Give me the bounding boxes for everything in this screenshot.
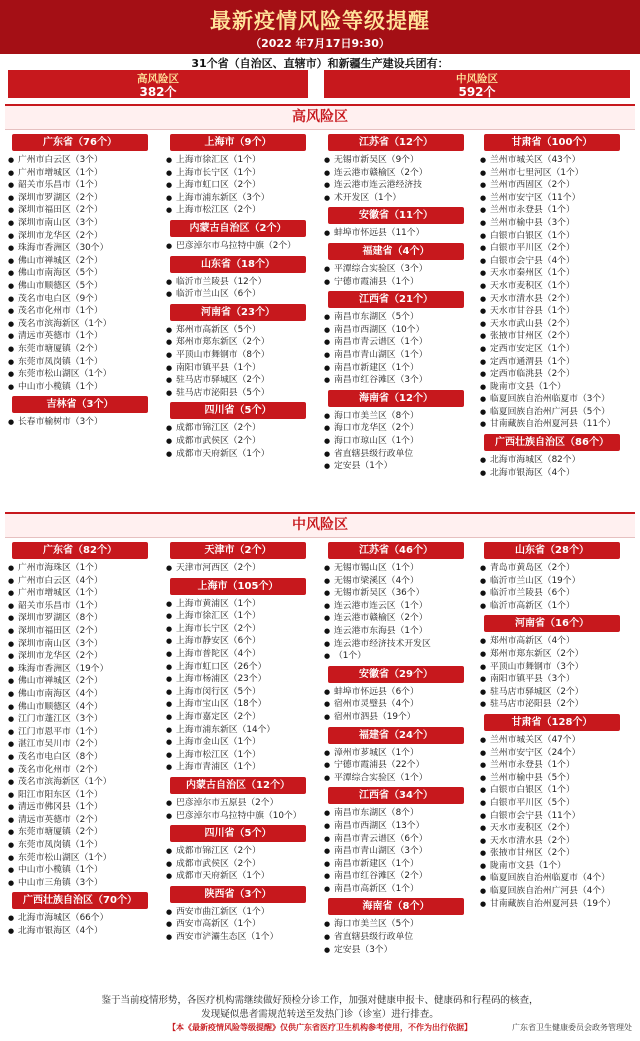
notice-line-2: 发现疑似患者需规范转送至发热门诊（诊室）进行排查。 (201, 1009, 439, 1020)
district-item: ● 茂名市电白区（9个） (6, 293, 154, 306)
district-item: ● 无锡市新吴区（36个） (322, 587, 470, 600)
district-item: ● 上海市宝山区（18个） (164, 698, 312, 711)
district-item: ● （1个） (322, 650, 470, 663)
high-risk-summary-count: 382个 (139, 85, 177, 99)
district-item: ● 省直辖县级行政单位 (322, 448, 470, 461)
district-item: ● 上海市杨浦区（23个） (164, 673, 312, 686)
province-header: 内蒙古自治区（12个） (170, 777, 306, 794)
district-item: ● 定安县（3个） (322, 944, 470, 957)
district-item: ● 深圳市福田区（2个） (6, 204, 154, 217)
district-item: ● 清远市佛冈县（1个） (6, 801, 154, 814)
district-item: ● 无锡市新吴区（9个） (322, 154, 470, 167)
district-item: ● 巴彦淖尔市乌拉特中旗（10个） (164, 810, 312, 823)
district-item: ● 成都市武侯区（2个） (164, 858, 312, 871)
province-header: 甘肃省（100个） (484, 134, 620, 151)
district-item: ● 平潭综合实验区（3个） (322, 263, 470, 276)
district-item: ● 上海市嘉定区（2个） (164, 711, 312, 724)
district-item: ● 上海市长宁区（1个） (164, 167, 312, 180)
district-item: ● 深圳市龙华区（2个） (6, 230, 154, 243)
mid-risk-summary (324, 70, 630, 98)
notice-line-1: 鉴于当前疫情形势，各医疗机构需继续做好预检分诊工作，加强对健康申报卡、健康码和行程码的核查， (101, 995, 539, 1006)
district-item: ● 南昌市青山湖区（3个） (322, 845, 470, 858)
province-header: 福建省（24个） (328, 727, 464, 744)
province-column (322, 539, 470, 956)
district-item: ● 佛山市禅城区（2个） (6, 255, 154, 268)
province-header: 内蒙古自治区（2个） (170, 220, 306, 237)
district-item: ● 成都市锦江区（2个） (164, 845, 312, 858)
update-time: （2022 年7月17日9:30） (250, 37, 390, 50)
district-item: ● 深圳市南山区（3个） (6, 638, 154, 651)
district-item: ● 宁德市霞浦县（1个） (322, 276, 470, 289)
district-item: ● 宁德市霞浦县（22个） (322, 759, 470, 772)
district-item: ● 连云港市东海县（1个） (322, 625, 470, 638)
district-item: ● 青岛市黄岛区（2个） (478, 562, 626, 575)
district-item: ● 中山市三角镇（3个） (6, 877, 154, 890)
district-item: ● 天水市武山县（2个） (478, 318, 626, 331)
intro-text: 31个省（自治区、直辖市）和新疆生产建设兵团有： (191, 57, 449, 70)
district-item: ● 天水市麦积区（2个） (478, 822, 626, 835)
district-item: ● 天水市清水县（2个） (478, 835, 626, 848)
district-item: ● 长春市榆树市（3个） (6, 416, 154, 429)
district-item: ● 陇南市文县（1个） (478, 381, 626, 394)
district-item: ● 东莞市凤岗镇（1个） (6, 356, 154, 369)
district-item: ● 佛山市南海区（5个） (6, 267, 154, 280)
district-item: ● 连云港市赣榆区（2个） (322, 167, 470, 180)
district-item: ● 蚌埠市怀远县（11个） (322, 227, 470, 240)
district-item: ● 南阳市镇平县（1个） (164, 362, 312, 375)
district-item: ● 上海市徐汇区（1个） (164, 610, 312, 623)
province-column (478, 131, 626, 479)
district-item: ● 上海市静安区（6个） (164, 635, 312, 648)
district-item: ● 南昌市青云谱区（1个） (322, 336, 470, 349)
district-item: ● 临沂市兰陵县（12个） (164, 276, 312, 289)
district-item: ● 珠海市香洲区（19个） (6, 663, 154, 676)
district-item: ● 甘南藏族自治州夏河县（19个） (478, 898, 626, 911)
district-item: ● 天水市甘谷县（1个） (478, 305, 626, 318)
district-item: ● 东莞市松山湖区（1个） (6, 852, 154, 865)
province-header: 江西省（34个） (328, 787, 464, 804)
district-item: ● 南昌市红谷滩区（3个） (322, 374, 470, 387)
district-item: ● 郑州市高新区（5个） (164, 324, 312, 337)
district-item: ● 郑州市郑东新区（2个） (478, 648, 626, 661)
header-banner (0, 0, 640, 54)
district-item: ● 定西市通渭县（1个） (478, 356, 626, 369)
district-item: ● 定西市安定区（1个） (478, 343, 626, 356)
mid-risk-section-title: 中风险区 (5, 512, 635, 538)
district-item: ● 成都市天府新区（1个） (164, 870, 312, 883)
province-header: 甘肃省（128个） (484, 714, 620, 731)
district-item: ● 蚌埠市怀远县（6个） (322, 686, 470, 699)
high-risk-summary-label: 高风险区 (137, 73, 179, 85)
district-item: ● 张掖市甘州区（2个） (478, 847, 626, 860)
district-item: ● 张掖市甘州区（2个） (478, 330, 626, 343)
district-item: ● 无锡市梁溪区（4个） (322, 575, 470, 588)
province-column (478, 539, 626, 910)
district-item: ● 东莞市松山湖区（1个） (6, 368, 154, 381)
district-item: ● 南昌市青山湖区（1个） (322, 349, 470, 362)
district-item: ● 上海市徐汇区（1个） (164, 154, 312, 167)
district-item: ● 北海市海城区（66个） (6, 912, 154, 925)
district-item: ● 韶关市乐昌市（1个） (6, 179, 154, 192)
district-item: ● 兰州市城关区（43个） (478, 154, 626, 167)
province-column (6, 539, 154, 938)
district-item: ● 南昌市西湖区（10个） (322, 324, 470, 337)
district-item: ● 南昌市东湖区（5个） (322, 311, 470, 324)
province-header: 陕西省（3个） (170, 886, 306, 903)
district-item: ● 郑州市高新区（4个） (478, 635, 626, 648)
province-header: 海南省（8个） (328, 898, 464, 915)
source-text: 广东省卫生健康委员会政务管理处 (512, 1023, 632, 1032)
district-item: ● 连云港市连云区（1个） (322, 600, 470, 613)
district-item: ● 无锡市锡山区（1个） (322, 562, 470, 575)
district-item: ● 上海市金山区（1个） (164, 736, 312, 749)
province-header: 四川省（5个） (170, 402, 306, 419)
district-item: ● 南昌市新建区（1个） (322, 858, 470, 871)
district-item: ● 临沂市兰陵县（6个） (478, 587, 626, 600)
province-header: 江苏省（12个） (328, 134, 464, 151)
district-item: ● 宿州市泗县（19个） (322, 711, 470, 724)
district-item: ● 定西市临洮县（2个） (478, 368, 626, 381)
district-item: ● 临夏回族自治州临夏市（3个） (478, 393, 626, 406)
province-header: 江西省（21个） (328, 291, 464, 308)
district-item: ● 江门市恩平市（1个） (6, 726, 154, 739)
district-item: ● 东莞市塘厦镇（2个） (6, 826, 154, 839)
district-item: ● 连云港市赣榆区（2个） (322, 612, 470, 625)
district-item: ● 兰州市安宁区（11个） (478, 192, 626, 205)
district-item: ● 连云港市经济技术开发区 (322, 638, 470, 651)
district-item: ● 平顶山市舞钢市（3个） (478, 661, 626, 674)
district-item: ● 巴彦淖尔市乌拉特中旗（2个） (164, 240, 312, 253)
page-title: 最新疫情风险等级提醒 (210, 9, 430, 33)
district-item: ● 兰州市永登县（1个） (478, 204, 626, 217)
district-item: ● 巴彦淖尔市五原县（2个） (164, 797, 312, 810)
district-item: ● 兰州市永登县（1个） (478, 759, 626, 772)
district-item: ● 南昌市新建区（1个） (322, 362, 470, 375)
district-item: ● 东莞市凤岗镇（1个） (6, 839, 154, 852)
province-header: 广西壮族自治区（86个） (484, 434, 620, 451)
district-item: ● 天水市清水县（2个） (478, 293, 626, 306)
district-item: ● 阳江市阳东区（1个） (6, 789, 154, 802)
district-item: ● 临夏回族自治州广河县（4个） (478, 885, 626, 898)
district-item: ● 佛山市南海区（4个） (6, 688, 154, 701)
district-item: ● 西安市曲江新区（1个） (164, 906, 312, 919)
province-header: 山东省（28个） (484, 542, 620, 559)
district-item: ● 茂名市滨海新区（1个） (6, 776, 154, 789)
district-item: ● 海口市美兰区（8个） (322, 410, 470, 423)
district-item: ● 北海市银海区（4个） (478, 467, 626, 480)
province-header: 河南省（23个） (170, 304, 306, 321)
district-item: ● 上海市虹口区（26个） (164, 661, 312, 674)
province-header: 福建省（4个） (328, 243, 464, 260)
district-item: ● 南昌市东湖区（8个） (322, 807, 470, 820)
district-item: ● 上海市松江区（1个） (164, 749, 312, 762)
province-header: 安徽省（29个） (328, 666, 464, 683)
district-item: ● 天水市秦州区（1个） (478, 267, 626, 280)
province-header: 河南省（16个） (484, 615, 620, 632)
district-item: ● 上海市虹口区（2个） (164, 179, 312, 192)
district-item: ● 南昌市青云谱区（6个） (322, 833, 470, 846)
disclaimer-text: 【本《最新疫情风险等级提醒》仅供广东省医疗卫生机构参考使用，不作为出行依据】 (168, 1023, 472, 1032)
district-item: ● 平潭综合实验区（1个） (322, 772, 470, 785)
district-item: ● 甘南藏族自治州夏河县（11个） (478, 418, 626, 431)
district-item: ● 西安市浐灞生态区（1个） (164, 931, 312, 944)
district-item: ● 深圳市罗湖区（8个） (6, 612, 154, 625)
district-item: ● 南昌市高新区（1个） (322, 883, 470, 896)
province-column (164, 539, 312, 944)
district-item: ● 茂名市化州市（1个） (6, 305, 154, 318)
district-item: ● 平顶山市舞钢市（8个） (164, 349, 312, 362)
district-item: ● 兰州市七里河区（1个） (478, 167, 626, 180)
district-item: ● 深圳市龙华区（2个） (6, 650, 154, 663)
province-header: 吉林省（3个） (12, 396, 148, 413)
district-item: ● 广州市增城区（1个） (6, 587, 154, 600)
district-item: ● 宿州市灵璧县（4个） (322, 698, 470, 711)
district-item: ● 兰州市榆中县（5个） (478, 772, 626, 785)
district-item: ● 广州市增城区（1个） (6, 167, 154, 180)
district-item: ● 南昌市红谷滩区（2个） (322, 870, 470, 883)
district-item: ● 白银市白银区（1个） (478, 784, 626, 797)
district-item: ● 兰州市安宁区（24个） (478, 747, 626, 760)
district-item: ● 成都市武侯区（2个） (164, 435, 312, 448)
district-item: ● 漳州市芗城区（1个） (322, 747, 470, 760)
district-item: ● 深圳市南山区（3个） (6, 217, 154, 230)
province-column (322, 131, 470, 473)
district-item: ● 临沂市兰山区（6个） (164, 288, 312, 301)
province-header: 四川省（5个） (170, 825, 306, 842)
mid-risk-summary-label: 中风险区 (456, 73, 498, 85)
district-item: ● 南昌市西湖区（13个） (322, 820, 470, 833)
district-item: ● 上海市闵行区（5个） (164, 686, 312, 699)
province-header: 上海市（105个） (170, 578, 306, 595)
district-item: ● 临沂市兰山区（19个） (478, 575, 626, 588)
district-item: ● 临夏回族自治州临夏市（4个） (478, 872, 626, 885)
district-item: ● 湛江市吴川市（2个） (6, 738, 154, 751)
district-item: ● 驻马店市泌阳县（5个） (164, 387, 312, 400)
district-item: ● 江门市蓬江区（3个） (6, 713, 154, 726)
province-header: 山东省（18个） (170, 256, 306, 273)
district-item: ● 郑州市郑东新区（2个） (164, 336, 312, 349)
district-item: ● 海口市龙华区（2个） (322, 422, 470, 435)
district-item: ● 上海市青浦区（1个） (164, 761, 312, 774)
district-item: ● 韶关市乐昌市（1个） (6, 600, 154, 613)
province-column (164, 131, 312, 460)
district-item: ● 上海市浦东新区（3个） (164, 192, 312, 205)
district-item: ● 上海市黄浦区（1个） (164, 598, 312, 611)
district-item: ● 茂名市滨海新区（1个） (6, 318, 154, 331)
district-item: ● 省直辖县级行政单位 (322, 931, 470, 944)
district-item: ● 茂名市电白区（8个） (6, 751, 154, 764)
district-item: ● 术开发区（1个） (322, 192, 470, 205)
district-item: ● 白银市平川区（2个） (478, 242, 626, 255)
district-item: ● 北海市银海区（4个） (6, 925, 154, 938)
district-item: ● 天津市河西区（2个） (164, 562, 312, 575)
district-item: ● 西安市高新区（1个） (164, 918, 312, 931)
district-item: ● 广州市白云区（4个） (6, 575, 154, 588)
province-header: 广东省（76个） (12, 134, 148, 151)
district-item: ● 上海市长宁区（2个） (164, 623, 312, 636)
province-header: 上海市（9个） (170, 134, 306, 151)
district-item: ● 白银市白银区（1个） (478, 230, 626, 243)
district-item: ● 珠海市香洲区（30个） (6, 242, 154, 255)
province-header: 天津市（2个） (170, 542, 306, 559)
district-item: ● 兰州市城关区（47个） (478, 734, 626, 747)
district-item: ● 中山市小榄镇（1个） (6, 381, 154, 394)
high-risk-summary (8, 70, 308, 98)
district-item: ● 南阳市镇平县（3个） (478, 673, 626, 686)
district-item: ● 驻马店市泌阳县（2个） (478, 698, 626, 711)
district-item: ● 白银市平川区（5个） (478, 797, 626, 810)
district-item: ● 海口市美兰区（5个） (322, 918, 470, 931)
high-risk-section-title: 高风险区 (5, 104, 635, 130)
district-item: ● 成都市锦江区（2个） (164, 422, 312, 435)
footer-disclaimer (0, 1022, 640, 1033)
district-item: ● 深圳市罗湖区（2个） (6, 192, 154, 205)
district-item: ● 佛山市顺德区（5个） (6, 280, 154, 293)
district-item: ● 兰州市西固区（2个） (478, 179, 626, 192)
district-item: ● 广州市白云区（3个） (6, 154, 154, 167)
district-item: ● 上海市松江区（2个） (164, 204, 312, 217)
district-item: ● 深圳市福田区（2个） (6, 625, 154, 638)
district-item: ● 上海市普陀区（4个） (164, 648, 312, 661)
province-header: 海南省（12个） (328, 390, 464, 407)
district-item: ● 成都市天府新区（1个） (164, 448, 312, 461)
district-item: ● 上海市浦东新区（14个） (164, 724, 312, 737)
province-header: 安徽省（11个） (328, 207, 464, 224)
province-header: 广东省（82个） (12, 542, 148, 559)
province-header: 江苏省（46个） (328, 542, 464, 559)
district-item: ● 清远市英德市（1个） (6, 330, 154, 343)
district-item: ● 海口市琼山区（1个） (322, 435, 470, 448)
district-item: ● 驻马店市驿城区（2个） (478, 686, 626, 699)
district-item: ● 东莞市塘厦镇（2个） (6, 343, 154, 356)
district-item: ● 连云港市连云港经济技 (322, 179, 470, 192)
district-item: ● 茂名市化州市（2个） (6, 764, 154, 777)
district-item: ● 驻马店市驿城区（2个） (164, 374, 312, 387)
district-item: ● 白银市会宁县（11个） (478, 810, 626, 823)
district-item: ● 清远市英德市（2个） (6, 814, 154, 827)
district-item: ● 陇南市文县（1个） (478, 860, 626, 873)
district-item: ● 广州市海珠区（1个） (6, 562, 154, 575)
district-item: ● 天水市麦积区（1个） (478, 280, 626, 293)
district-item: ● 临夏回族自治州广河县（5个） (478, 406, 626, 419)
district-item: ● 佛山市顺德区（4个） (6, 701, 154, 714)
province-header: 广西壮族自治区（70个） (12, 892, 148, 909)
mid-risk-summary-count: 592个 (458, 85, 496, 99)
district-item: ● 定安县（1个） (322, 460, 470, 473)
district-item: ● 佛山市禅城区（2个） (6, 675, 154, 688)
district-item: ● 中山市小榄镇（1个） (6, 864, 154, 877)
province-column (6, 131, 154, 429)
district-item: ● 兰州市榆中县（3个） (478, 217, 626, 230)
district-item: ● 临沂市高新区（1个） (478, 600, 626, 613)
district-item: ● 北海市海城区（82个） (478, 454, 626, 467)
district-item: ● 白银市会宁县（4个） (478, 255, 626, 268)
